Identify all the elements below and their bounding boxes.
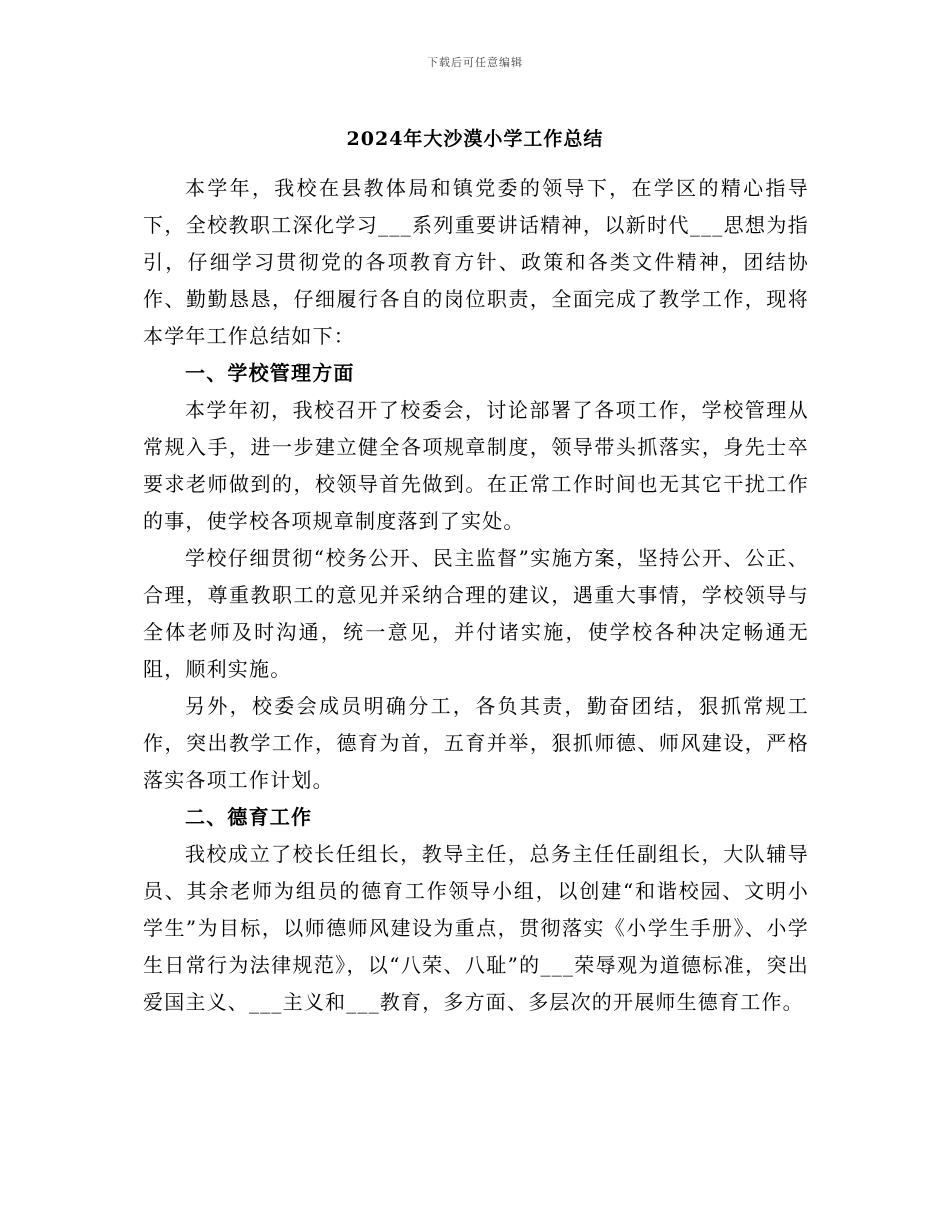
section-heading-management: 一、学校管理方面 — [185, 361, 355, 385]
document-title: 2024年大沙漠小学工作总结 — [346, 128, 604, 150]
section-heading-moral-education: 二、德育工作 — [185, 805, 313, 829]
management-paragraph-3: 另外，校委会成员明确分工，各负其责，勤奋团结，狠抓常规工作，突出教学工作，德育为首，五育并举，狠抓师德、师风建设，严格落实各项工作计划。 — [143, 694, 809, 792]
management-paragraph-2: 学校仔细贯彻“校务公开、民主监督”实施方案，坚持公开、公正、合理，尊重教职工的意见并采纳合理的建议，遇重大事情，学校领导与全体老师及时沟通，统一意见，并付诸实施，使学校各种决定畅通无阻，顺利实施。 — [143, 546, 809, 681]
document-body — [143, 170, 809, 1021]
moral-education-paragraph: 我校成立了校长任组长，教导主任，总务主任任副组长，大队辅导员、其余老师为组员的德育工作领导小组，以创建“和谐校园、文明小学生”为目标，以师德师风建设为重点，贯彻落实《小学生手册》、小学生日常行为法律规范》，以“八荣、八耻”的___荣辱观为道德标准，突出爱国主义、___主义和___教育，多方面、多层次的开展师生德育工作。 — [143, 842, 809, 1014]
management-paragraph-1: 本学年初，我校召开了校委会，讨论部署了各项工作，学校管理从常规入手，进一步建立健全各项规章制度，领导带头抓落实，身先士卒要求老师做到的，校领导首先做到。在正常工作时间也无其它干扰工作的事，使学校各项规章制度落到了实处。 — [143, 398, 809, 533]
header-note: 下载后可任意编辑 — [427, 56, 523, 69]
intro-paragraph: 本学年，我校在县教体局和镇党委的领导下，在学区的精心指导下，全校教职工深化学习___系列重要讲话精神，以新时代___思想为指引，仔细学习贯彻党的各项教育方针、政策和各类文件精神，团结协作、勤勤恳恳，仔细履行各自的岗位职责，全面完成了教学工作，现将本学年工作总结如下： — [143, 176, 809, 348]
